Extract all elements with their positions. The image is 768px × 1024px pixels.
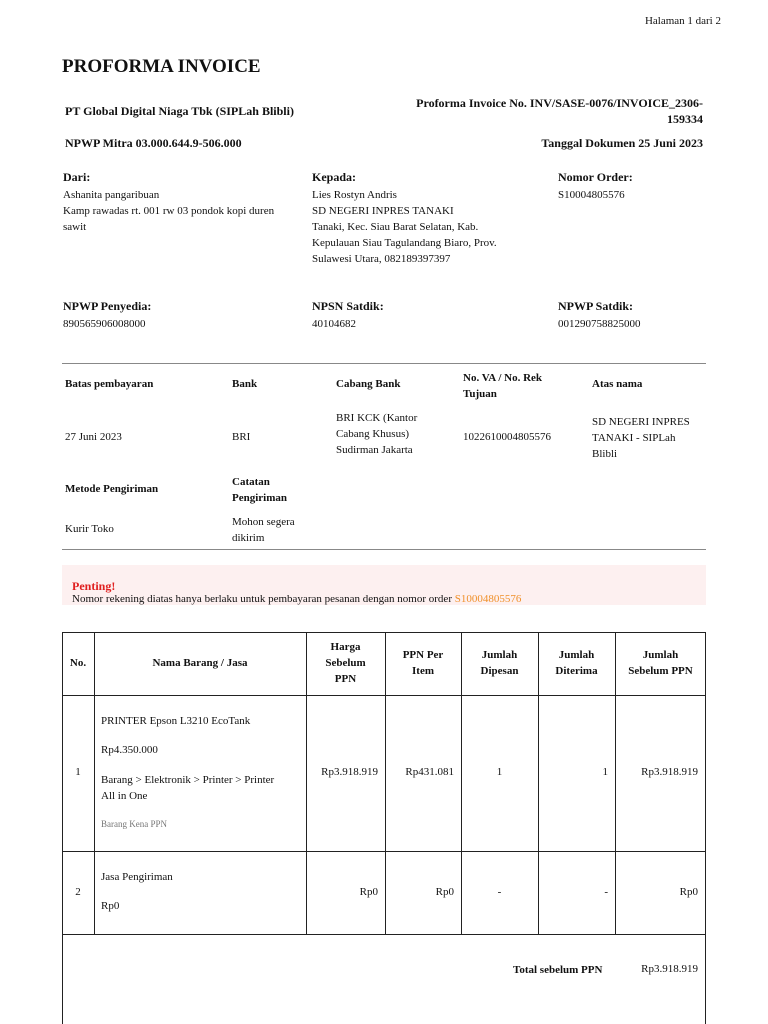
shipping-note-line1: Mohon segera <box>232 516 295 528</box>
th-harga-line3: PPN <box>334 673 357 685</box>
total-value: Rp3.918.919 <box>641 963 698 975</box>
npwp-satdik-block <box>558 298 641 332</box>
account-name <box>592 414 690 462</box>
row2-no: 2 <box>75 886 81 898</box>
sender-block <box>63 169 303 235</box>
divider-bottom <box>62 549 706 550</box>
th-nama: Nama Barang / Jasa <box>152 657 248 669</box>
branch-name-line1: BRI KCK (Kantor <box>336 412 418 424</box>
sender-address-line1: Kamp rawadas rt. 001 rw 03 pondok kopi duren <box>63 205 275 217</box>
th-dipesan-line1: Jumlah <box>481 649 518 661</box>
notice-text-wrap <box>72 593 521 605</box>
row-divider-header <box>62 695 706 696</box>
th-ppn-line2: Item <box>412 665 434 677</box>
row2-harga: Rp0 <box>359 886 378 898</box>
npwp-penyedia-label: NPWP Penyedia: <box>63 299 152 313</box>
row1-category <box>101 772 274 804</box>
document-date: Tanggal Dokumen 25 Juni 2023 <box>541 136 703 150</box>
account-name-line2: TANAKI - SIPLah <box>592 432 676 444</box>
payment-deadline-header: Batas pembayaran <box>65 378 154 390</box>
notice-text: Nomor rekening diatas hanya berlaku untuk pembayaran pesanan dengan nomor order <box>72 593 452 605</box>
shipping-method: Kurir Toko <box>65 523 114 535</box>
row2-diterima: - <box>604 886 608 898</box>
th-no: No. <box>69 657 87 669</box>
account-name-line1: SD NEGERI INPRES <box>592 416 690 428</box>
notice-title: Penting! <box>72 579 116 593</box>
row1-category-line1: Barang > Elektronik > Printer > Printer <box>101 774 275 786</box>
company-name: PT Global Digital Niaga Tbk (SIPLah Blibli) <box>65 104 294 118</box>
va-header-line1: No. VA / No. Rek <box>463 372 543 384</box>
branch-header: Cabang Bank <box>336 378 401 390</box>
th-diterima <box>538 647 615 679</box>
row2-price: Rp0 <box>101 900 120 912</box>
sender-address-line2: sawit <box>63 221 87 233</box>
recipient-block <box>312 169 552 267</box>
order-number-block <box>558 169 708 203</box>
page-indicator: Halaman 1 dari 2 <box>644 15 721 27</box>
bank-name: BRI <box>232 431 251 443</box>
th-harga-line2: Sebelum <box>325 657 366 669</box>
row1-tax-note: Barang Kena PPN <box>101 819 167 829</box>
va-header-line2: Tujuan <box>463 388 497 400</box>
row1-ppn: Rp431.081 <box>405 766 454 778</box>
npwp-satdik-value: 001290758825000 <box>558 318 641 330</box>
th-ppn-line1: PPN Per <box>402 649 444 661</box>
recipient-name: Lies Rostyn Andris <box>312 189 397 201</box>
npwp-mitra: NPWP Mitra 03.000.644.9-506.000 <box>65 136 242 150</box>
notice-order-ref[interactable]: S10004805576 <box>454 593 522 605</box>
shipping-note-line2: dikirim <box>232 532 265 544</box>
recipient-address-line2: Kepulauan Siau Tagulandang Biaro, Prov. <box>312 237 497 249</box>
va-number: 1022610004805576 <box>463 431 551 443</box>
row1-no: 1 <box>75 766 81 778</box>
th-harga <box>306 639 385 687</box>
npsn-satdik-label: NPSN Satdik: <box>312 299 384 313</box>
recipient-address-line3: Sulawesi Utara, 082189397397 <box>312 253 451 265</box>
branch-name-line2: Cabang Khusus) <box>336 428 410 440</box>
order-number-value: S10004805576 <box>558 189 625 201</box>
npsn-satdik-value: 40104682 <box>312 318 356 330</box>
npwp-satdik-label: NPWP Satdik: <box>558 299 634 313</box>
row2-ppn: Rp0 <box>435 886 454 898</box>
row1-category-line2: All in One <box>101 790 148 802</box>
row2-dipesan: - <box>497 886 502 898</box>
recipient-address-line1: Tanaki, Kec. Siau Barat Selatan, Kab. <box>312 221 479 233</box>
th-dipesan-line2: Dipesan <box>480 665 519 677</box>
shipping-note-header-line1: Catatan <box>232 476 270 488</box>
bank-header: Bank <box>232 378 258 390</box>
invoice-number-line1: Proforma Invoice No. INV/SASE-0076/INVOICE_2306- <box>416 96 703 110</box>
sender-name: Ashanita pangaribuan <box>63 189 160 201</box>
shipping-note-header <box>232 474 287 506</box>
th-ppn <box>385 647 461 679</box>
row-divider-2 <box>62 934 706 935</box>
invoice-number-line2: 159334 <box>667 112 703 126</box>
account-name-line3: Blibli <box>592 448 618 460</box>
shipping-method-header: Metode Pengiriman <box>65 483 159 495</box>
th-jumlah-line1: Jumlah <box>642 649 679 661</box>
row1-price: Rp4.350.000 <box>101 744 158 756</box>
shipping-note <box>232 514 295 546</box>
sender-label: Dari: <box>63 170 91 184</box>
th-harga-line1: Harga <box>330 641 361 653</box>
npsn-satdik-block <box>312 298 384 332</box>
row1-diterima: 1 <box>602 766 608 778</box>
recipient-school: SD NEGERI INPRES TANAKI <box>312 205 454 217</box>
row1-harga: Rp3.918.919 <box>321 766 378 778</box>
row-divider-1 <box>62 851 706 852</box>
col-divider-1 <box>94 632 95 934</box>
notice-box <box>62 565 706 605</box>
account-name-header: Atas nama <box>592 378 643 390</box>
divider-top <box>62 363 706 364</box>
row2-jumlah: Rp0 <box>679 886 698 898</box>
row1-name: PRINTER Epson L3210 EcoTank <box>101 715 251 727</box>
th-diterima-line2: Diterima <box>555 665 598 677</box>
npwp-penyedia-value: 890565906008000 <box>63 318 146 330</box>
branch-name <box>336 410 417 458</box>
shipping-note-header-line2: Pengiriman <box>232 492 287 504</box>
invoice-number <box>416 95 703 127</box>
va-header <box>463 370 542 402</box>
row1-dipesan: 1 <box>496 766 503 778</box>
order-number-label: Nomor Order: <box>558 170 633 184</box>
th-jumlah <box>615 647 706 679</box>
row2-name: Jasa Pengiriman <box>101 871 173 883</box>
recipient-label: Kepada: <box>312 170 357 184</box>
npwp-penyedia-block <box>63 298 151 332</box>
page-title: PROFORMA INVOICE <box>62 56 261 77</box>
th-jumlah-line2: Sebelum PPN <box>628 665 693 677</box>
branch-name-line3: Sudirman Jakarta <box>336 444 413 456</box>
total-label: Total sebelum PPN <box>513 964 603 976</box>
payment-deadline: 27 Juni 2023 <box>65 431 122 443</box>
row1-jumlah: Rp3.918.919 <box>641 766 698 778</box>
th-diterima-line1: Jumlah <box>558 649 595 661</box>
th-dipesan <box>461 647 538 679</box>
